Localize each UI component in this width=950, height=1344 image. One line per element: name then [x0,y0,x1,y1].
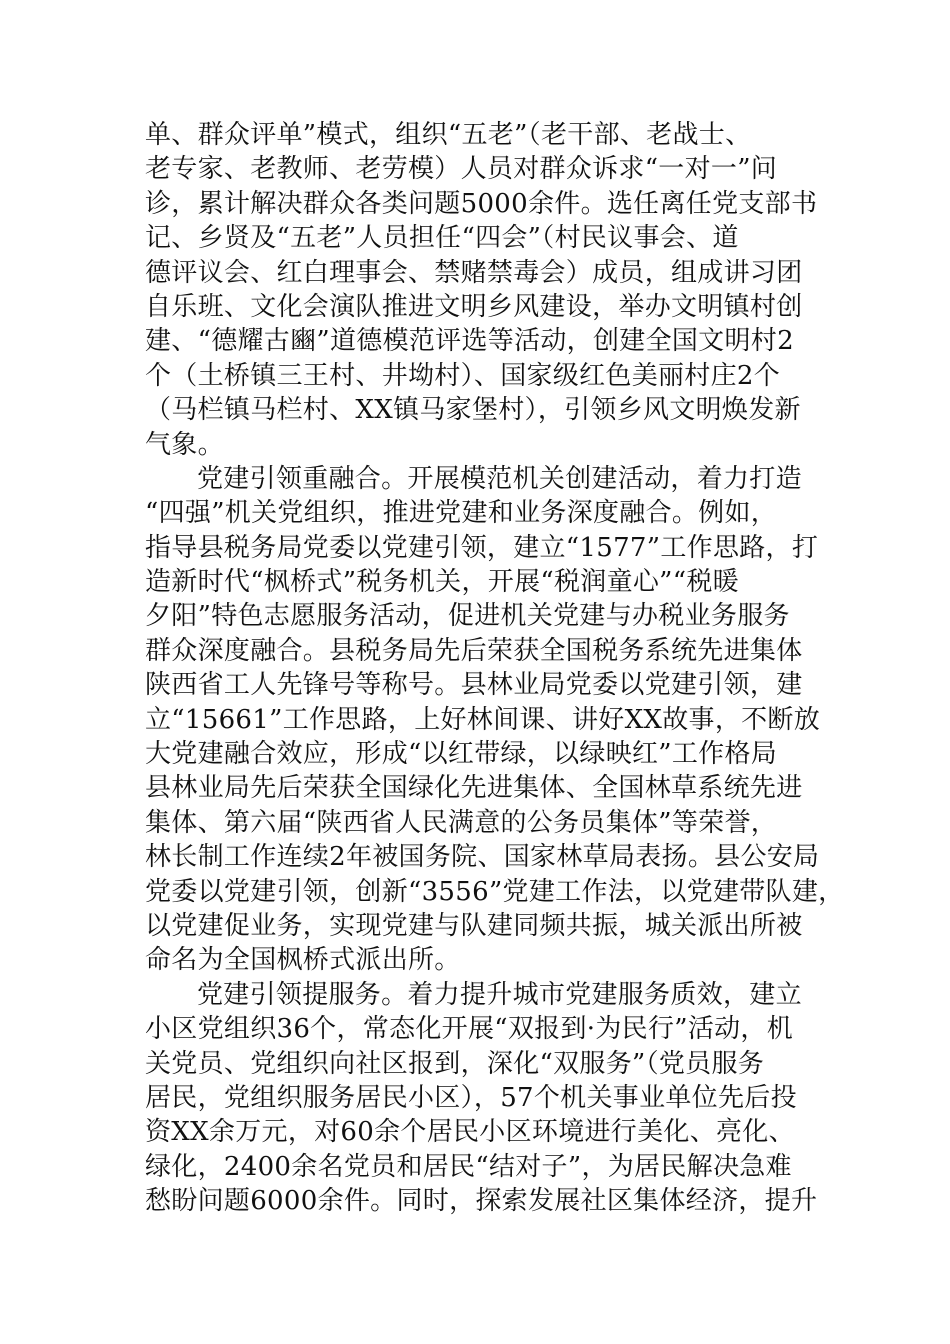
paragraph-line: 指导县税务局党委以党建引领，建立“1577”工作思路，打 [145,532,819,563]
paragraph-line: 关党员、党组织向社区报到，深化“双服务”（党员服务 [145,1048,765,1079]
paragraph-line: 林长制工作连续2年被国务院、国家林草局表扬。县公安局 [145,842,820,873]
paragraph-line: 大党建融合效应，形成“以红带绿，以绿映红”工作格局 [145,739,778,770]
paragraph-line: 集体、第六届“陕西省人民满意的公务员集体”等荣誉， [145,807,778,838]
paragraph-line: 小区党组织36个，常态化开展“双报到·为民行”活动，机 [145,1014,794,1045]
paragraph-line: 愁盼问题6000余件。同时，探索发展社区集体经济，提升 [145,1186,818,1217]
paragraph-line: （马栏镇马栏村、XX镇马家堡村），引领乡风文明焕发新 [145,395,801,426]
paragraph-line: 老专家、老教师、老劳模）人员对群众诉求“一对一”问 [145,154,778,185]
paragraph-line: 造新时代“枫桥式”税务机关，开展“税润童心”“税暖 [145,567,739,598]
paragraph-heading-line: 党建引领重融合。开展模范机关创建活动，着力打造 [197,463,802,494]
paragraph-line: 居民，党组织服务居民小区），57个机关事业单位先后投 [145,1082,797,1113]
paragraph-line: 单、群众评单”模式，组织“五老”（老干部、老战士、 [145,120,752,150]
paragraph-line: 命名为全国枫桥式派出所。 [145,945,461,976]
paragraph-line: 诊，累计解决群众各类问题5000余件。选任离任党支部书 [145,188,818,219]
paragraph-line: 陕西省工人先锋号等称号。县林业局党委以党建引领，建 [145,670,803,701]
paragraph-line: 建、“德耀古豳”道德模范评选等活动，创建全国文明村2 [145,326,794,357]
paragraph-line: 群众深度融合。县税务局先后荣获全国税务系统先进集体 [145,635,803,666]
paragraph-line: 资XX余万元，对60余个居民小区环境进行美化、亮化、 [145,1117,795,1148]
paragraph-line: 德评议会、红白理事会、禁赌禁毒会）成员，组成讲习团 [145,257,803,288]
paragraph-line: 夕阳”特色志愿服务活动，促进机关党建与办税业务服务 [145,601,790,632]
paragraph-heading-line: 党建引领提服务。着力提升城市党建服务质效，建立 [197,979,802,1010]
paragraph-line: 记、乡贤及“五老”人员担任“四会”（村民议事会、道 [145,223,739,254]
body-text [145,118,845,1219]
paragraph-line: “四强”机关党组织，推进党建和业务深度融合。例如， [145,498,778,529]
paragraph-line: 个（土桥镇三王村、井坳村）、国家级红色美丽村庄2个 [145,360,781,391]
paragraph-line: 气象。 [145,429,224,460]
paragraph-line: 自乐班、文化会演队推进文明乡风建设，举办文明镇村创 [145,291,803,322]
paragraph-line: 以党建促业务，实现党建与队建同频共振，城关派出所被 [145,910,803,941]
paragraph-line: 绿化，2400余名党员和居民“结对子”，为居民解决急难 [145,1151,792,1182]
paragraph-line: 县林业局先后荣获全国绿化先进集体、全国林草系统先进 [145,773,803,804]
paragraph-line: 立“15661”工作思路，上好林间课、讲好XX故事，不断放 [145,704,821,735]
paragraph-line: 党委以党建引领，创新“3556”党建工作法，以党建带队建， [145,876,845,907]
